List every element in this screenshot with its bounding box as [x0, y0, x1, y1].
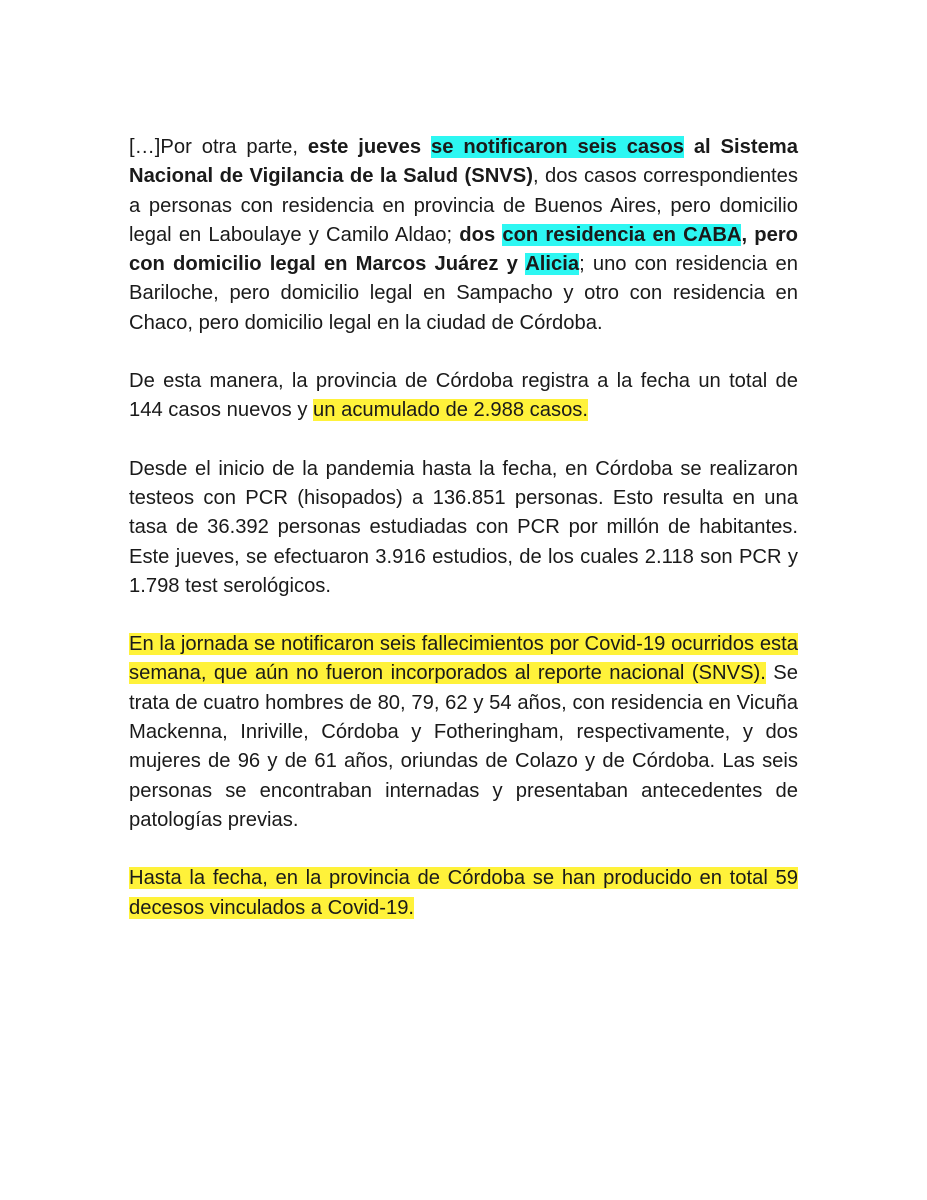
paragraph-case-totals — [129, 367, 798, 426]
highlighted-text: un acumulado de 2.988 casos. — [313, 399, 589, 422]
text-run: , pero con domicilio legal en Marcos Juárez y — [129, 223, 799, 276]
highlighted-text: se notificaron seis casos — [430, 136, 684, 158]
text-run: dos — [459, 223, 503, 246]
text-run: […]Por otra parte, — [129, 136, 308, 158]
text-run: De esta manera, la provincia de Córdoba registra a la fecha un total de 144 casos nuevos y — [129, 370, 798, 422]
paragraph-death-total — [129, 864, 798, 923]
paragraph-snvs-cases — [129, 133, 798, 338]
text-run: este jueves — [307, 136, 431, 158]
highlighted-text: Alicia — [525, 253, 580, 276]
text-run: Desde el inicio de la pandemia hasta la fecha, en Córdoba se realizaron testeos con PCR (hisopados) a 136.851 personas. Esto resulta en una tasa de 36.392 personas estudiadas con PCR por millón de habitantes. Este jueves, se efectuaron 3.916 estudios, de los cuales 2.118 son PCR y 1.798 test serológicos. — [129, 457, 798, 597]
text-run: ; uno con residencia en Bariloche, pero domicilio legal en Sampacho y otro con residencia en Chaco, pero domicilio legal en la ciudad de Córdoba. — [129, 253, 798, 334]
paragraph-deaths — [129, 630, 798, 835]
document-body — [129, 133, 798, 952]
text-run: Se trata de cuatro hombres de 80, 79, 62 y 54 años, con residencia en Vicuña Mackenna, Inriville, Córdoba y Fotheringham, respectivamente, y dos mujeres de 96 y de 61 años, oriundas de Colazo y de Córdoba. Las seis personas se encontraban internadas y presentaban antecedentes de patologías previas. — [129, 662, 798, 831]
highlighted-text: Hasta la fecha, en la provincia de Córdoba se han producido en total 59 decesos vinculados a Covid-19. — [129, 867, 798, 919]
paragraph-testing — [129, 455, 798, 601]
text-run: al Sistema Nacional de Vigilancia de la Salud (SNVS) — [129, 136, 798, 188]
highlighted-text: En la jornada se notificaron seis fallecimientos por Covid-19 ocurridos esta semana, que aún no fueron incorporados al reporte nacional (SNVS). — [129, 633, 798, 685]
text-run: , dos casos correspondientes a personas con residencia en provincia de Buenos Aires, pero domicilio legal en Laboulaye y Camilo Aldao; — [129, 165, 798, 246]
highlighted-text: con residencia en CABA — [502, 223, 742, 246]
